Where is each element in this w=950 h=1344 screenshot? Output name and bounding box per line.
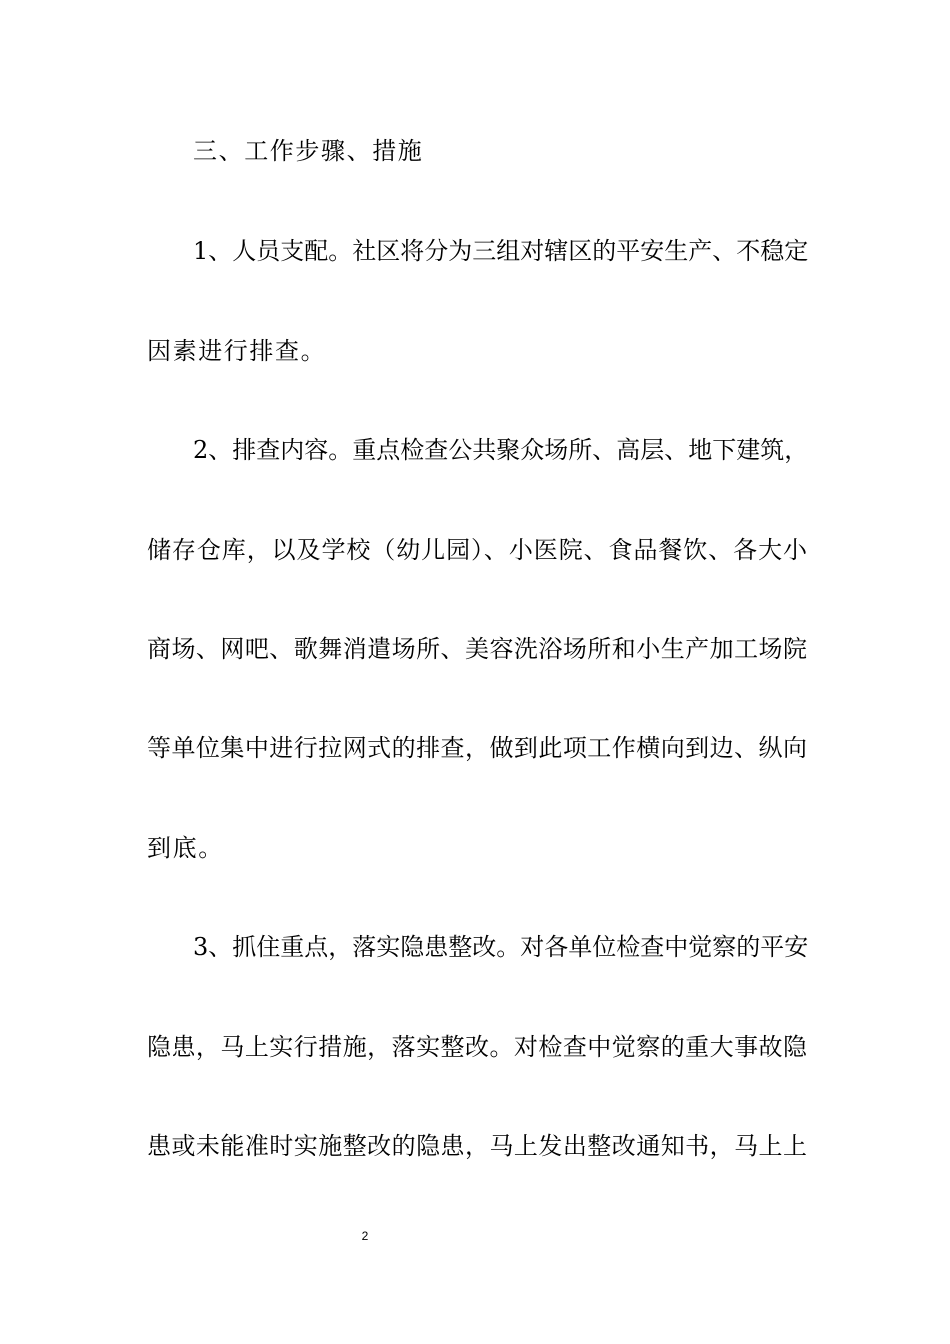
paragraph-2-line-4: 等单位集中进行拉网式的排查，做到此项工作横向到边、纵向 — [147, 734, 807, 762]
page-number: 2 — [361, 1229, 369, 1243]
paragraph-3-line-2: 隐患，马上实行措施，落实整改。对检查中觉察的重大事故隐 — [147, 1033, 807, 1061]
paragraph-1-line-1: 1、人员支配。社区将分为三组对辖区的平安生产、不稳定 — [193, 237, 809, 265]
section-heading: 三、工作步骤、措施 — [193, 137, 424, 165]
paragraph-2-line-5: 到底。 — [147, 834, 224, 862]
paragraph-3-line-1: 3、抓住重点，落实隐患整改。对各单位检查中觉察的平安 — [193, 933, 809, 961]
paragraph-3-line-3: 患或未能准时实施整改的隐患，马上发出整改通知书，马上上 — [147, 1132, 807, 1160]
paragraph-1-line-2: 因素进行排查。 — [147, 337, 327, 365]
paragraph-2-line-1: 2、排查内容。重点检查公共聚众场所、高层、地下建筑， — [193, 436, 809, 464]
paragraph-2-line-2: 储存仓库，以及学校（幼儿园）、小医院、食品餐饮、各大小 — [147, 536, 807, 564]
paragraph-2-line-3: 商场、网吧、歌舞消遣场所、美容洗浴场所和小生产加工场院 — [147, 635, 807, 663]
